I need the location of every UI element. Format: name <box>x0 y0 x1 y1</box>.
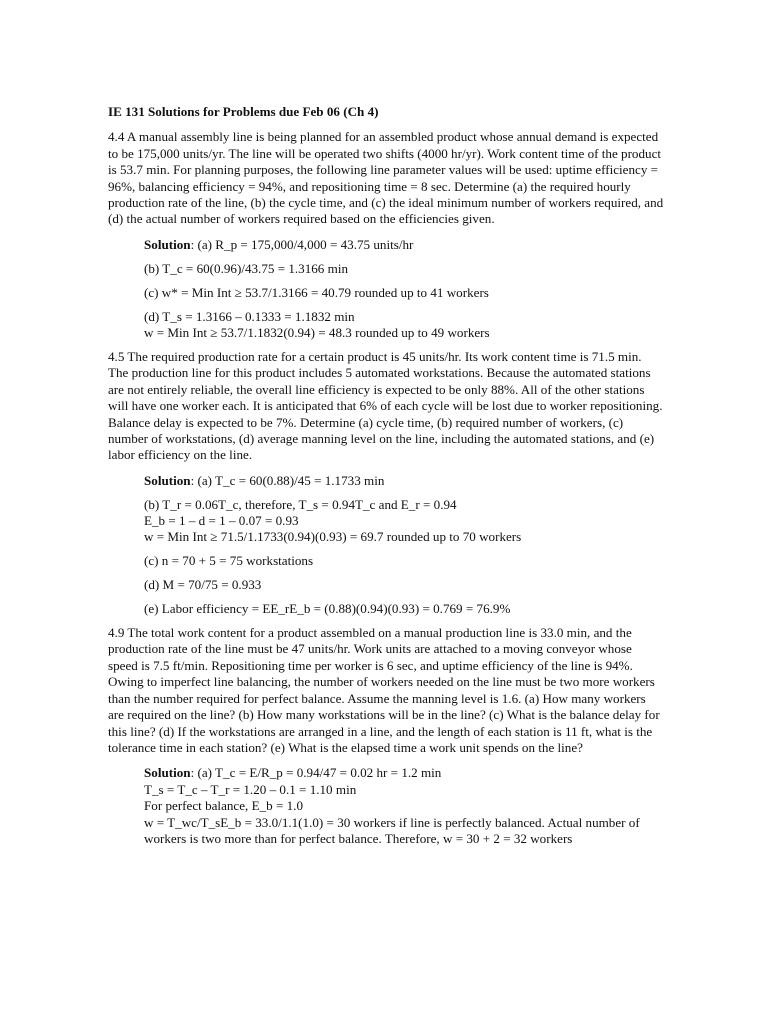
document-page <box>108 104 664 847</box>
solution-4-5-b2: E_b = 1 – d = 1 – 0.07 = 0.93 <box>144 513 299 529</box>
solution-4-4-b: (b) T_c = 60(0.96)/43.75 = 1.3166 min <box>144 260 349 276</box>
solution-4-4-d1: (d) T_s = 1.3166 – 0.1333 = 1.1832 min <box>144 308 355 324</box>
solution-label: Solution <box>144 765 191 781</box>
problem-4-4-statement: 4.4 A manual assembly line is being planned for an assembled product whose annual demand is expected to be 175,000 units/yr. The line will be operated two shifts (4000 hr/yr). Work content time of the product is 53.7 min. For planning purposes, the following line parameter values will be used: uptime efficiency = 96%, balancing efficiency = 94%, and repositioning time = 8 sec. Determine (a) the required hourly production rate of the line, (b) the cycle time, and (c) the ideal minimum number of workers required, and (d) the actual number of workers required based on the efficiencies given. <box>108 129 664 227</box>
solution-4-5-c: (c) n = 70 + 5 = 75 workstations <box>144 553 314 569</box>
problem-4-5-statement: 4.5 The required production rate for a certain product is 45 units/hr. Its work content time is 71.5 min. The production line for this product includes 5 automated workstations. Because the automated stations are not entirely reliable, the overall line efficiency is expected to be only 88%. All of the other stations will have one worker each. It is anticipated that 6% of each cycle will be lost due to worker repositioning. Balance delay is expected to be 7%. Determine (a) cycle time, (b) required number of workers, (c) number of workstations, (d) average manning level on the line, including the automated stations, and (e) labor efficiency on the line. <box>108 348 663 463</box>
solution-4-5-a-text: : (a) T_c = 60(0.88)/45 = 1.1733 min <box>190 472 385 488</box>
solution-4-9-w2: workers is two more than for perfect balance. Therefore, w = 30 + 2 = 32 workers <box>144 830 573 846</box>
doc-title: IE 131 Solutions for Problems due Feb 06 (Ch 4) <box>108 104 379 119</box>
solution-4-9-ts: T_s = T_c – T_r = 1.20 – 0.1 = 1.10 min <box>144 781 357 797</box>
solution-4-4-a-text: : (a) R_p = 175,000/4,000 = 43.75 units/hr <box>190 236 414 252</box>
solution-4-5-b1: (b) T_r = 0.06T_c, therefore, T_s = 0.94T_c and E_r = 0.94 <box>144 496 457 512</box>
solution-4-4-a <box>144 237 664 253</box>
solution-4-4-c: (c) w* = Min Int ≥ 53.7/1.3166 = 40.79 rounded up to 41 workers <box>144 284 489 300</box>
solution-label: Solution <box>144 236 191 252</box>
solution-4-5-e: (e) Labor efficiency = EE_rE_b = (0.88)(0.94)(0.93) = 0.769 = 76.9% <box>144 601 511 617</box>
solution-4-9-a-text: : (a) T_c = E/R_p = 0.94/47 = 0.02 hr = 1.2 min <box>190 765 442 781</box>
solution-4-5-d: (d) M = 70/75 = 0.933 <box>144 577 262 593</box>
solution-label: Solution <box>144 472 191 488</box>
solution-4-9-a <box>144 765 664 781</box>
problem-4-9-solution <box>144 765 664 847</box>
solution-4-5-b3: w = Min Int ≥ 71.5/1.1733(0.94)(0.93) = 69.7 rounded up to 70 workers <box>144 529 522 545</box>
solution-4-9-w1: w = T_wc/T_sE_b = 33.0/1.1(1.0) = 30 workers if line is perfectly balanced. Actual number of <box>144 814 640 830</box>
problem-4-5-solution <box>144 473 664 618</box>
problem-4-9-statement: 4.9 The total work content for a product assembled on a manual production line is 33.0 min, and the production rate of the line must be 47 units/hr. Work units are attached to a moving conveyor whose speed is 7.5 ft/min. Repositioning time per worker is 6 sec, and uptime efficiency of the line is 94%. Owing to imperfect line balancing, the number of workers needed on the line must be two more workers than the number required for perfect balance. Assume the manning level is 1.6. (a) How many workers are required on the line? (b) How many workstations will be in the line? (c) What is the balance delay for this line? (d) If the workstations are arranged in a line, and the length of each station is 11 ft, what is the tolerance time in each station? (e) What is the elapsed time a work unit spends on the line? <box>108 625 660 755</box>
solution-4-9-perfect-balance: For perfect balance, E_b = 1.0 <box>144 798 303 814</box>
solution-4-4-d2: w = Min Int ≥ 53.7/1.1832(0.94) = 48.3 rounded up to 49 workers <box>144 324 490 340</box>
problem-4-4-solution <box>144 237 664 342</box>
solution-4-5-a <box>144 473 664 489</box>
